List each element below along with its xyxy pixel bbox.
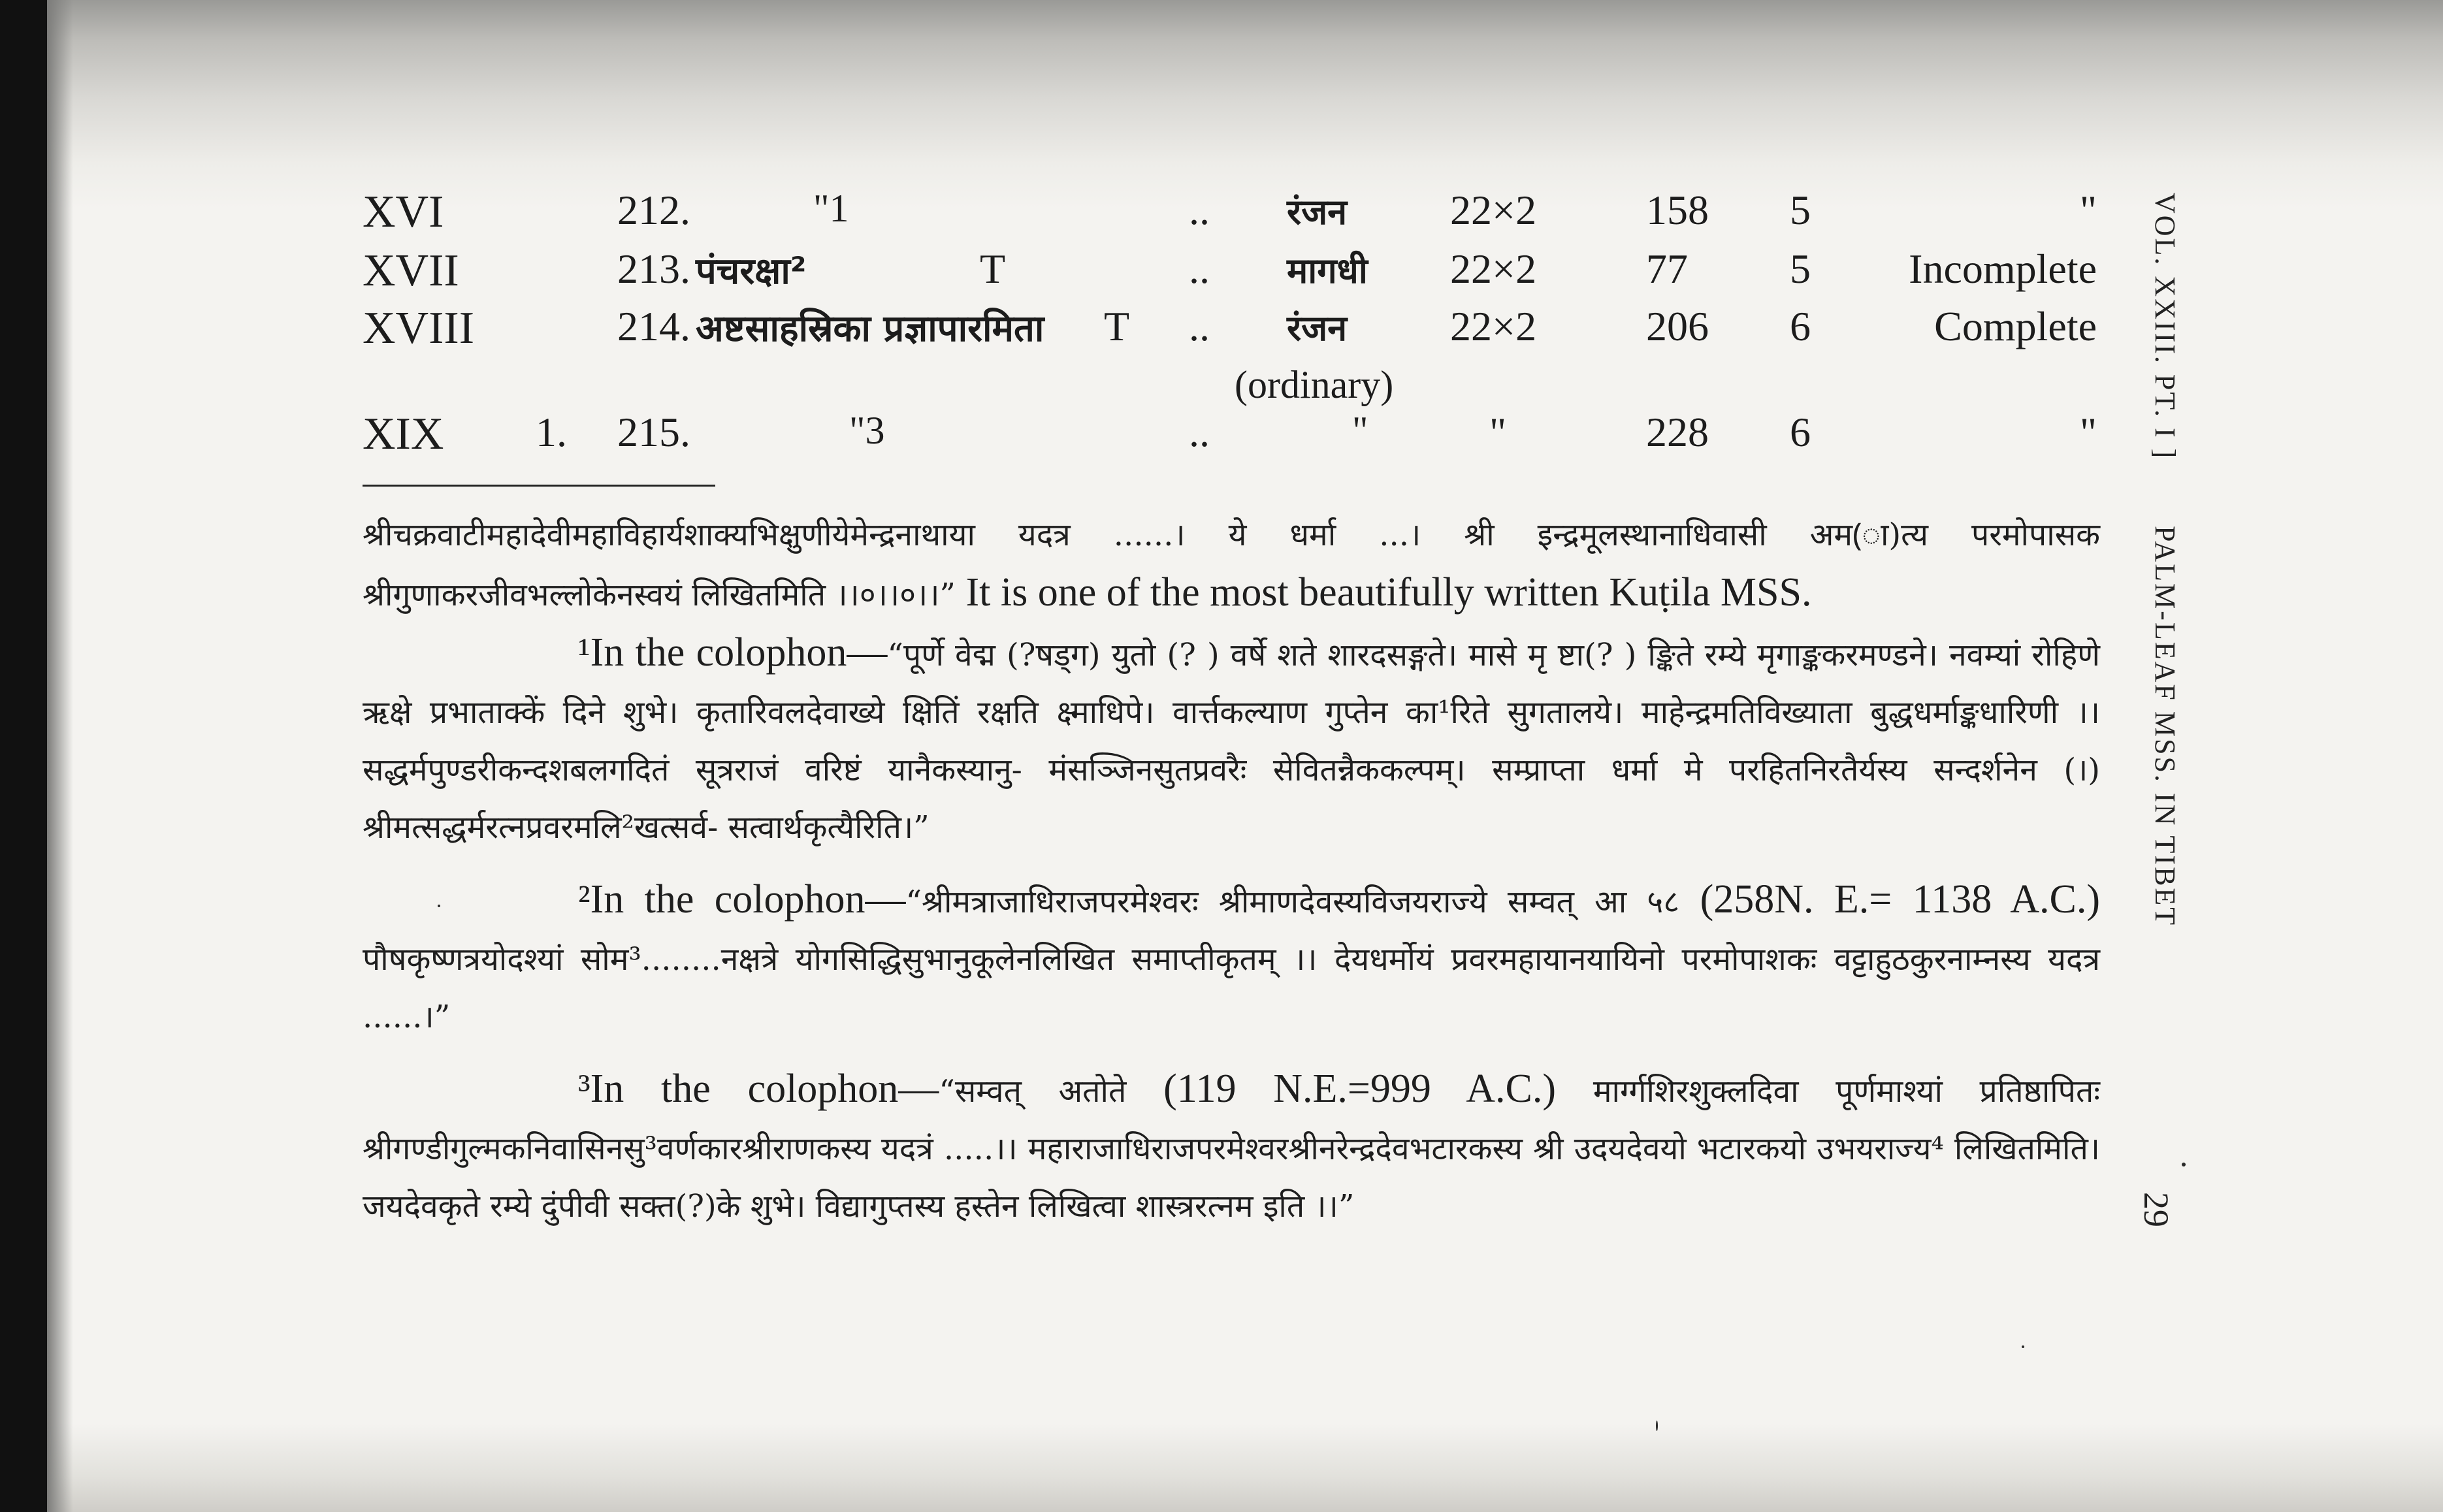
colophon-text: “सम्वत् अतोते (939, 1073, 1127, 1110)
row-roman-numeral: XIX (363, 409, 444, 459)
table-row (0, 186, 2156, 245)
spacer (363, 856, 2100, 871)
row-title: अष्टसाहस्रिका प्रज्ञापारमिता (696, 308, 1044, 350)
row-script: " (1352, 409, 1368, 452)
script-subnote: (ordinary) (1235, 363, 1394, 406)
footnote-continuation (363, 506, 2100, 624)
running-title: PALM-LEAF MSS. IN TIBET (2149, 526, 2181, 927)
row-t-mark: T (980, 246, 1006, 292)
note-english: It is one of the most beautifully written Kuṭila MSS. (955, 570, 1812, 615)
row-lines: 5 (1790, 187, 1811, 233)
row-t-mark: T (1104, 303, 1130, 349)
row-leaves: 206 (1646, 303, 1709, 349)
footnote-rule (363, 485, 715, 487)
row-number: 214. (617, 303, 690, 349)
row-lines: 6 (1790, 409, 1811, 455)
row-leader-dots: .. (1189, 409, 1210, 455)
footnote-label: ³In the colophon— (578, 1067, 939, 1111)
footnote-3 (363, 1060, 2100, 1235)
row-leader-dots: .. (1189, 303, 1210, 349)
table-row (0, 302, 2156, 361)
row-roman-numeral: XVI (363, 187, 444, 237)
colophon-text: “पूर्णे वेद्म (?षड्ग) युतो (? ) वर्षे शते शारदसङ्गते। मासे मृ ष्टा(? ) ङ्किते रम्ये मृगाङ्ककरमण्डने। नवम्यां रोहिणे ऋक्षे प्रभाताक्कें दिने शुभे। कृतारिवलदेवाख्ये क्षितिं रक्षति क्ष्माधिपे। वार्त्तकल्याण गुप्तेन का¹रिते सुगतालये। माहेन्द्रमतिविख्याता बुद्धधर्माङ्कधारिणी ।। सद्धर्मपुण्डरीकन्दशबलगदितं सूत्रराजं वरिष्टं यानैकस्यानु- मंसञ्जिनसुतप्रवरैः सेवितन्नैककल्पम्। सम्प्राप्ता धर्मा मे परहितनिरतैर्यस्य सन्दर्शनेन (।) श्रीमत्सद्धर्मरत्नप्रवरमलि²खत्सर्व- सत्वार्थकृत्यैरिति।” (363, 637, 2100, 846)
row-number: 212. (617, 187, 690, 233)
row-size: 22×2 (1450, 303, 1537, 349)
row-size: 22×2 (1450, 246, 1537, 292)
row-roman-numeral: XVIII (363, 303, 475, 353)
row-number: 215. (617, 409, 690, 455)
row-size: " (1489, 409, 1507, 455)
row-script: मागधी (1287, 250, 1368, 291)
row-script: रंजन (1287, 191, 1348, 233)
row-script: रंजन (1287, 308, 1348, 349)
colophon-text: “श्रीमत्राजाधिराजपरमेश्वरः श्रीमाणदेवस्यविजयराज्ये सम्वत् आ ५८ (905, 884, 1680, 920)
running-header (2136, 193, 2182, 1127)
row-remark: " (2079, 187, 2097, 233)
footnote-2 (363, 871, 2100, 1046)
row-lines: 5 (1790, 246, 1811, 292)
spacer (363, 1046, 2100, 1060)
page-number: 29 (2137, 1192, 2176, 1227)
row-lines: 6 (1790, 303, 1811, 349)
row-leader-dots: .. (1189, 246, 1210, 292)
date-text: (119 N.E.=999 A.C.) (1126, 1067, 1593, 1111)
row-leaves: 77 (1646, 246, 1688, 292)
colophon-text: मार्ग्गशिरशुक्लदिवा पूर्णमाश्यां प्रतिष्ठापितः श्रीगण्डीगुल्मकनिवासिनसु³वर्णकारश्रीराणकस्य यदत्रं .....।। महाराजाधिराजपरमेश्वरश्रीनरेन्द्रदेवभटारकस्य श्री उदयदेवयो भटारकयो उभयराज्य⁴ लिखितमिति। जयदेवकृते रम्ये दुंपीवी सक्त(?)के शुभे। विद्यागुप्तस्य हस्तेन लिखित्वा शास्त्ररत्नम इति ।।” (363, 1073, 2101, 1225)
row-leaves: 158 (1646, 187, 1709, 233)
row-leader-dots: .. (1189, 187, 1210, 233)
row-leaves: 228 (1646, 409, 1709, 455)
volume-label: VOL. XXIII. PT. I ] (2149, 193, 2181, 460)
footnote-1 (363, 624, 2100, 856)
row-remark: Incomplete (1909, 246, 2097, 292)
row-title: पंचरक्षा² (696, 250, 807, 293)
row-size: 22×2 (1450, 187, 1537, 233)
colophon-text: पौषकृष्णत्रयोदश्यां सोम³........नक्षत्रे योगसिद्धिसुभानुकूलेनलिखित समाप्तीकृतम् ।। देयधर्मोयं प्रवरमहायानयायिनो परमोपाशकः वट्टाहुठकुरनाम्नस्य यदत्र ......।” (363, 941, 2100, 1035)
row-remark: Complete (1934, 303, 2097, 349)
table-row (0, 245, 2156, 304)
row-number: 213. (617, 246, 690, 292)
colophon-text: श्रीचक्रवाटीमहादेवीमहाविहार्यशाक्यभिक्षुणीयेमेन्द्रनाथाया यदत्र ......। ये धर्मा ...। श्री इन्द्रमूलस्थानाधिवासी अम(ा)त्य परमोपासक श्रीगुणाकरजीवभल्लोकेनस्वयं लिखितमिति ।।०।।०।।” (363, 517, 2100, 613)
row-title: "1 (813, 187, 849, 230)
footnotes (363, 506, 2100, 1235)
date-text: (258N. E.= 1138 A.C.) (1679, 877, 2100, 922)
footnote-label: ¹In the colophon— (578, 630, 888, 675)
table-row (0, 408, 2156, 467)
row-title: "3 (849, 409, 885, 452)
row-roman-numeral: XVII (363, 246, 459, 296)
row-prefix: 1. (536, 409, 567, 455)
footnote-label: ²In the colophon— (578, 877, 906, 922)
row-remark: " (2079, 409, 2097, 455)
